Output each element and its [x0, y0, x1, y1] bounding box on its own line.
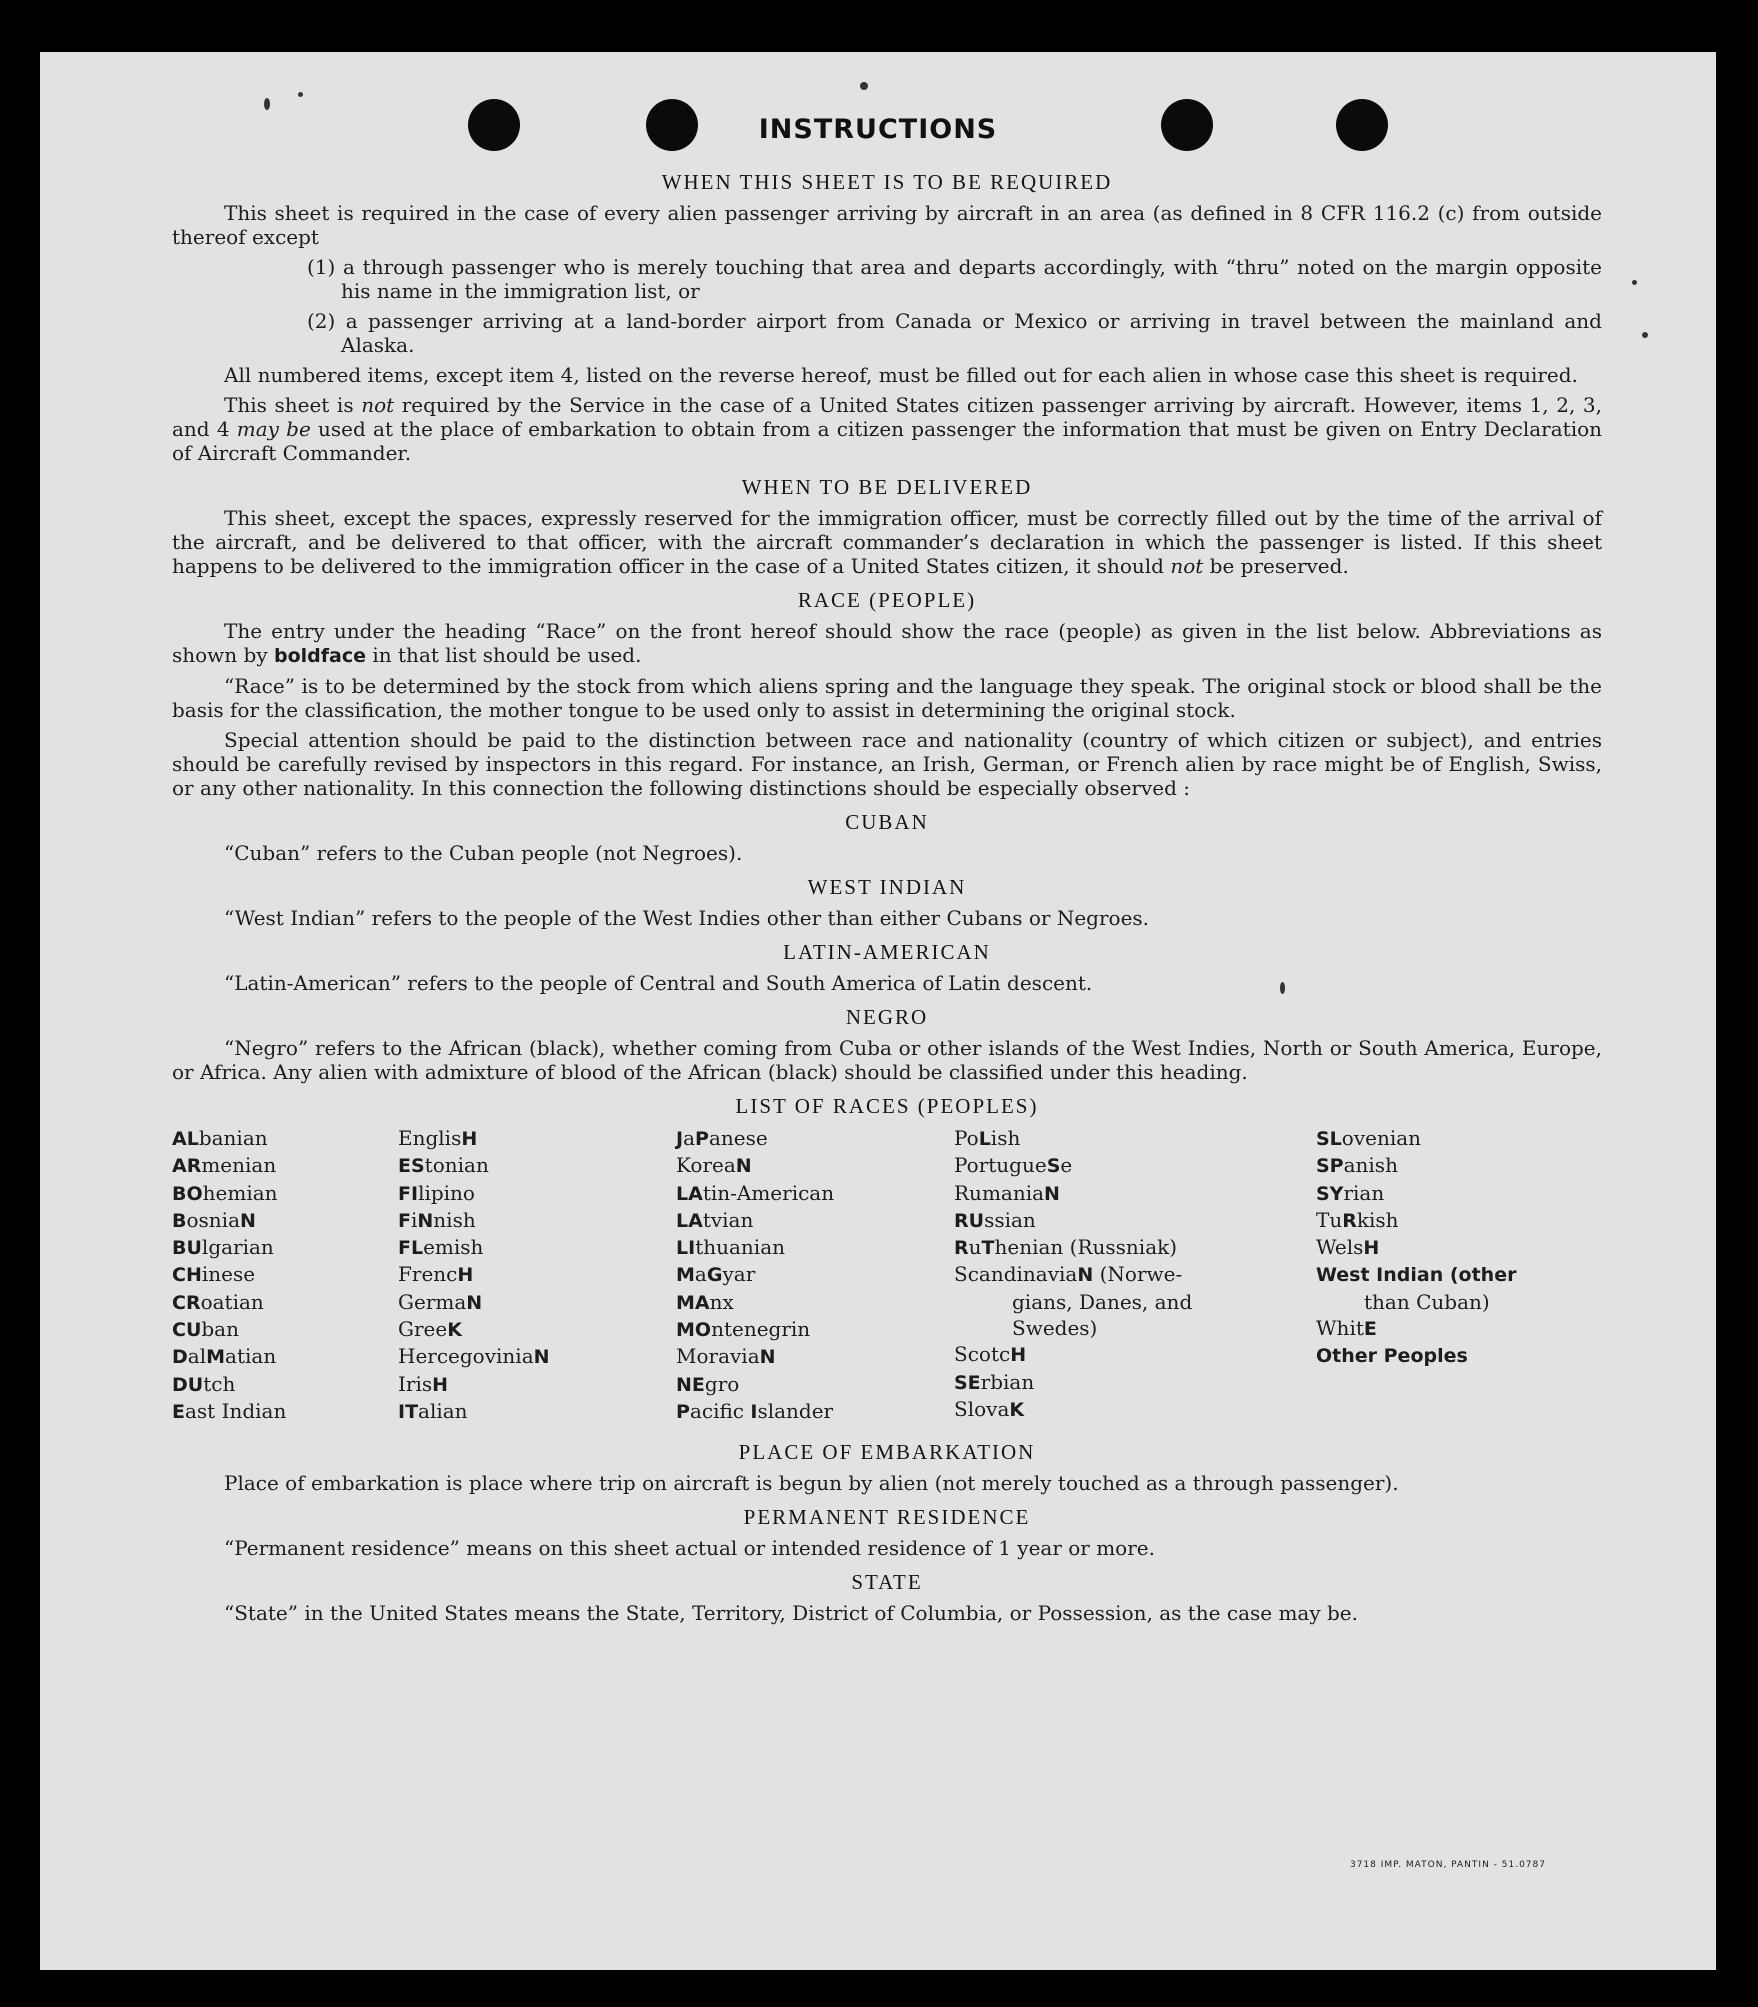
heading-required: WHEN THIS SHEET IS TO BE REQUIRED [661, 170, 1113, 194]
race-entry: FiNnish [398, 1207, 476, 1232]
speck [860, 82, 868, 90]
page-title: INSTRUCTIONS [758, 114, 998, 145]
race-column-4 [954, 1125, 1192, 1423]
race-entry: BosniaN [172, 1207, 256, 1232]
race-entry: SlovaK [954, 1396, 1025, 1421]
race-entry: West Indian (other [1316, 1264, 1517, 1287]
race-entry: ITalian [398, 1398, 468, 1423]
heading-negro: NEGRO [845, 1005, 929, 1029]
paragraph-race-2: “Race” is to be determined by the stock from which aliens spring and the language they speak. The original stock or blood shall be the basis for the classification, the mother tongue to be used only to assist in determining the original stock. [172, 674, 1602, 722]
race-entry: GreeK [398, 1317, 462, 1342]
paragraph-latin-american: “Latin-American” refers to the people of Central and South America of Latin descent. [224, 971, 1093, 995]
race-entry: PoLish [954, 1126, 1021, 1150]
heading-permanent-residence: PERMANENT RESIDENCE [743, 1505, 1031, 1529]
heading-cuban: CUBAN [845, 810, 929, 834]
race-list [172, 1125, 1602, 1430]
paragraph-required-3: This sheet is not required by the Service in the case of a United States citizen passenger arriving by aircraft. However, items 1, 2, 3, and 4 may be used at the place of embarkation to obtain from a citizen passenger the information that must be given on Entry Declaration of Aircraft Commander. [172, 393, 1603, 465]
race-entry: DUtch [172, 1371, 236, 1396]
race-entry: GermaN [398, 1289, 483, 1314]
paragraph-west-indian: “West Indian” refers to the people of the West Indies other than either Cubans or Negroes. [224, 906, 1150, 930]
race-entry: ScotcH [954, 1342, 1027, 1367]
heading-list-of-races: LIST OF RACES (PEOPLES) [735, 1094, 1039, 1118]
race-column-5 [1316, 1125, 1516, 1370]
speck [264, 98, 270, 110]
race-entry: MAnx [676, 1289, 734, 1314]
race-entry: LAtin-American [676, 1180, 835, 1205]
instructions-body [172, 160, 1602, 1631]
paragraph-state: “State” in the United States means the State, Territory, District of Columbia, or Possession, as the case may be. [224, 1601, 1358, 1625]
race-entry: CUban [172, 1317, 239, 1342]
race-entry: WelsH [1316, 1235, 1380, 1260]
speck [1642, 332, 1648, 338]
paragraph-race-3: Special attention should be paid to the distinction between race and nationality (country of which citizen or subject), and entries should be carefully revised by inspectors in this regard. For instance, an Irish, German, or French alien by race might be of English, Swiss, or any other nationality. In this connection the following distinctions should be especially observed : [172, 728, 1602, 800]
race-entry: IrisH [398, 1371, 449, 1396]
paragraph-required-2: All numbered items, except item 4, listed on the reverse hereof, must be filled out for each alien in whose case this sheet is required. [224, 363, 1578, 387]
race-entry: Other Peoples [1316, 1345, 1468, 1368]
paragraph-race-1: The entry under the heading “Race” on the front hereof should show the race (people) as given in the list below. Abbreviations as shown by boldface in that list should be used. [172, 619, 1602, 667]
race-entry: JaPanese [676, 1126, 768, 1150]
race-entry: Pacific Islander [676, 1398, 834, 1423]
race-entry: NEgro [676, 1371, 740, 1396]
heading-latin-american: LATIN-AMERICAN [783, 940, 991, 964]
exception-item-2: (2) a passenger arriving at a land-border airport from Canada or Mexico or arriving in travel between the mainland and Alaska. [307, 309, 1602, 357]
race-entry: MoraviaN [676, 1344, 776, 1369]
race-entry: TuRkish [1316, 1207, 1399, 1232]
race-entry: CRoatian [172, 1289, 264, 1314]
race-column-3 [676, 1125, 834, 1425]
heading-race: RACE (PEOPLE) [797, 588, 977, 612]
race-entry: RuThenian (Russniak) [954, 1235, 1178, 1260]
race-entry: FIlipino [398, 1180, 475, 1205]
race-entry: BUlgarian [172, 1235, 274, 1260]
document-sheet [40, 52, 1716, 1970]
race-entry: SErbian [954, 1369, 1035, 1394]
paragraph-cuban: “Cuban” refers to the Cuban people (not Negroes). [224, 841, 743, 865]
race-entry: SYrian [1316, 1180, 1385, 1205]
race-entry: SLovenian [1316, 1126, 1422, 1150]
race-entry: ALbanian [172, 1126, 268, 1150]
race-entry: ARmenian [172, 1153, 277, 1178]
heading-state: STATE [851, 1570, 923, 1594]
paragraph-required-1: This sheet is required in the case of every alien passenger arriving by aircraft in an area (as defined in 8 CFR 116.2 (c) from outside thereof except [172, 201, 1602, 249]
race-entry: DalMatian [172, 1344, 277, 1369]
race-entry: East Indian [172, 1398, 287, 1423]
paragraph-embarkation: Place of embarkation is place where trip on aircraft is begun by alien (not merely touched as a through passenger). [224, 1471, 1399, 1495]
heading-delivered: WHEN TO BE DELIVERED [741, 475, 1033, 499]
race-entry: LIthuanian [676, 1235, 785, 1260]
race-entry: LAtvian [676, 1207, 754, 1232]
race-entry: RumaniaN [954, 1180, 1060, 1205]
printer-imprint: 3718 IMP. MATON, PANTIN - 51.0787 [1349, 1860, 1546, 1870]
paragraph-delivered: This sheet, except the spaces, expressly reserved for the immigration officer, must be correctly filled out by the time of the arrival of the aircraft, and be delivered to that officer, with the aircraft commander’s declaration in which the passenger is listed. If this sheet happens to be delivered to the immigration officer in the case of a United States citizen, it should not be preserved. [172, 506, 1602, 578]
race-column-2 [398, 1125, 550, 1425]
race-entry: CHinese [172, 1262, 256, 1287]
race-entry: RUssian [954, 1207, 1036, 1232]
speck [1632, 280, 1637, 285]
race-column-1 [172, 1125, 286, 1425]
race-entry: MOntenegrin [676, 1317, 811, 1342]
paragraph-permanent-residence: “Permanent residence” means on this sheet actual or intended residence of 1 year or more. [224, 1536, 1155, 1560]
race-entry: WhitE [1316, 1316, 1377, 1341]
heading-embarkation: PLACE OF EMBARKATION [738, 1440, 1036, 1464]
race-entry: BOhemian [172, 1180, 278, 1205]
race-entry: FLemish [398, 1235, 484, 1260]
race-entry: HercegoviniaN [398, 1344, 550, 1369]
paragraph-negro: “Negro” refers to the African (black), whether coming from Cuba or other islands of the West Indies, North or South America, Europe, or Africa. Any alien with admixture of blood of the African (black) should be classified under this heading. [172, 1036, 1602, 1084]
race-entry-continuation: Swedes) [1012, 1316, 1098, 1341]
race-entry-continuation: than Cuban) [1364, 1289, 1490, 1314]
race-entry: FrencH [398, 1262, 474, 1287]
race-entry: ScandinaviaN (Norwe- [954, 1262, 1183, 1287]
heading-west-indian: WEST INDIAN [807, 875, 967, 899]
race-entry: EnglisH [398, 1126, 478, 1150]
race-entry: PortugueSe [954, 1153, 1073, 1178]
race-entry: MaGyar [676, 1262, 756, 1287]
speck [298, 92, 303, 97]
race-entry-continuation: gians, Danes, and [1012, 1289, 1193, 1314]
race-entry: KoreaN [676, 1153, 752, 1178]
exception-item-1: (1) a through passenger who is merely touching that area and departs accordingly, with “thru” noted on the margin opposite his name in the immigration list, or [307, 255, 1602, 303]
race-entry: EStonian [398, 1153, 489, 1178]
race-entry: SPanish [1316, 1153, 1398, 1178]
